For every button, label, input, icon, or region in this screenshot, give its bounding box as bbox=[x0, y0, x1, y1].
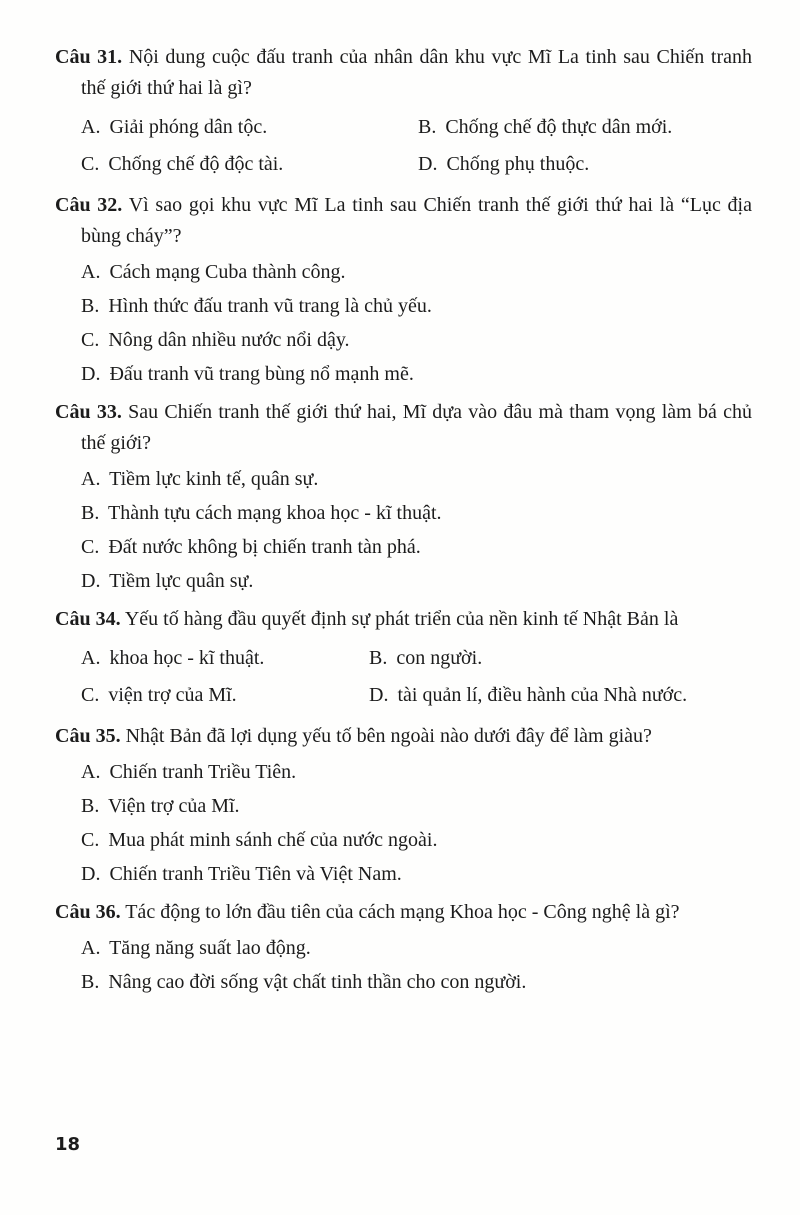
question-35 bbox=[55, 721, 752, 890]
option-label: D. bbox=[81, 570, 101, 592]
option-label: A. bbox=[81, 468, 101, 490]
question-34 bbox=[55, 604, 752, 714]
option-text: khoa học - kĩ thuật. bbox=[109, 647, 265, 669]
question-text bbox=[55, 721, 752, 752]
option-row bbox=[81, 109, 752, 146]
option-row bbox=[81, 677, 752, 714]
option-text: con người. bbox=[396, 647, 483, 669]
question-36 bbox=[55, 897, 752, 998]
question-label: Câu 32. bbox=[55, 194, 123, 216]
option-b bbox=[81, 498, 752, 529]
option-d bbox=[81, 359, 752, 390]
option-b bbox=[81, 291, 752, 322]
question-body: Tác động to lớn đầu tiên của cách mạng Khoa học - Công nghệ là gì? bbox=[125, 901, 680, 923]
option-label: D. bbox=[418, 153, 438, 175]
question-text bbox=[55, 190, 752, 252]
options-list bbox=[81, 109, 752, 183]
option-label: A. bbox=[81, 647, 101, 669]
option-label: C. bbox=[81, 536, 100, 558]
option-text: Chiến tranh Triều Tiên và Việt Nam. bbox=[109, 863, 402, 885]
option-text: tài quản lí, điều hành của Nhà nước. bbox=[397, 684, 688, 706]
option-text: Chống chế độ thực dân mới. bbox=[445, 116, 673, 138]
option-row bbox=[81, 640, 752, 677]
option-text: Viện trợ của Mĩ. bbox=[107, 795, 240, 817]
option-label: C. bbox=[81, 829, 100, 851]
option-text: Mua phát minh sánh chế của nước ngoài. bbox=[108, 829, 438, 851]
question-label: Câu 34. bbox=[55, 608, 121, 630]
option-text: Giải phóng dân tộc. bbox=[109, 116, 268, 138]
option-text: Đấu tranh vũ trang bùng nổ mạnh mẽ. bbox=[109, 363, 414, 385]
question-text bbox=[55, 604, 752, 635]
option-b bbox=[418, 112, 752, 143]
option-text: Chiến tranh Triều Tiên. bbox=[109, 761, 297, 783]
option-label: B. bbox=[81, 795, 100, 817]
option-row bbox=[81, 146, 752, 183]
option-c bbox=[81, 149, 418, 180]
option-c bbox=[81, 680, 369, 711]
option-text: Cách mạng Cuba thành công. bbox=[109, 261, 346, 283]
option-label: C. bbox=[81, 684, 100, 706]
question-label: Câu 33. bbox=[55, 401, 122, 423]
option-text: Hình thức đấu tranh vũ trang là chủ yếu. bbox=[108, 295, 432, 317]
option-label: A. bbox=[81, 261, 101, 283]
option-label: B. bbox=[81, 295, 100, 317]
option-label: B. bbox=[81, 502, 100, 524]
option-text: Chống chế độ độc tài. bbox=[108, 153, 284, 175]
question-body: Nhật Bản đã lợi dụng yếu tố bên ngoài nào dưới đây để làm giàu? bbox=[125, 725, 652, 747]
option-a bbox=[81, 112, 418, 143]
option-label: B. bbox=[369, 647, 388, 669]
option-d bbox=[369, 680, 752, 711]
option-text: Chống phụ thuộc. bbox=[446, 153, 590, 175]
option-c bbox=[81, 532, 752, 563]
option-b bbox=[81, 967, 752, 998]
option-text: Đất nước không bị chiến tranh tàn phá. bbox=[108, 536, 421, 558]
option-label: B. bbox=[418, 116, 437, 138]
option-text: Tiềm lực quân sự. bbox=[109, 570, 254, 592]
option-text: Nông dân nhiều nước nổi dậy. bbox=[108, 329, 350, 351]
option-c bbox=[81, 325, 752, 356]
question-33 bbox=[55, 397, 752, 597]
option-a bbox=[81, 757, 752, 788]
option-label: A. bbox=[81, 761, 101, 783]
options-list bbox=[81, 640, 752, 714]
question-31 bbox=[55, 42, 752, 183]
option-text: Nâng cao đời sống vật chất tinh thần cho con người. bbox=[108, 971, 527, 993]
option-label: C. bbox=[81, 329, 100, 351]
question-body: Nội dung cuộc đấu tranh của nhân dân khu vực Mĩ La tinh sau Chiến tranh thế giới thứ hai là gì? bbox=[81, 46, 753, 99]
question-body: Sau Chiến tranh thế giới thứ hai, Mĩ dựa vào đâu mà tham vọng làm bá chủ thế giới? bbox=[81, 401, 752, 454]
options-list bbox=[81, 257, 752, 390]
option-d bbox=[418, 149, 752, 180]
option-label: D. bbox=[369, 684, 389, 706]
options-list bbox=[81, 933, 752, 998]
option-a bbox=[81, 933, 752, 964]
option-text: viện trợ của Mĩ. bbox=[108, 684, 237, 706]
options-list bbox=[81, 757, 752, 890]
option-label: A. bbox=[81, 116, 101, 138]
question-label: Câu 31. bbox=[55, 46, 123, 68]
page-number: 18 bbox=[55, 1134, 81, 1155]
option-text: Thành tựu cách mạng khoa học - kĩ thuật. bbox=[107, 502, 442, 524]
option-text: Tăng năng suất lao động. bbox=[109, 937, 311, 959]
option-b bbox=[369, 643, 752, 674]
option-label: D. bbox=[81, 863, 101, 885]
option-label: B. bbox=[81, 971, 100, 993]
question-body: Yếu tố hàng đầu quyết định sự phát triển của nền kinh tế Nhật Bản là bbox=[124, 608, 679, 630]
question-text bbox=[55, 397, 752, 459]
question-body: Vì sao gọi khu vực Mĩ La tinh sau Chiến tranh thế giới thứ hai là “Lục địa bùng cháy”? bbox=[81, 194, 752, 247]
option-d bbox=[81, 859, 752, 890]
option-label: D. bbox=[81, 363, 101, 385]
option-a bbox=[81, 257, 752, 288]
option-a bbox=[81, 643, 369, 674]
option-b bbox=[81, 791, 752, 822]
option-label: C. bbox=[81, 153, 100, 175]
option-text: Tiềm lực kinh tế, quân sự. bbox=[109, 468, 319, 490]
option-a bbox=[81, 464, 752, 495]
question-32 bbox=[55, 190, 752, 390]
option-c bbox=[81, 825, 752, 856]
option-label: A. bbox=[81, 937, 101, 959]
question-label: Câu 36. bbox=[55, 901, 121, 923]
question-text bbox=[55, 897, 752, 928]
question-text bbox=[55, 42, 752, 104]
options-list bbox=[81, 464, 752, 597]
question-label: Câu 35. bbox=[55, 725, 121, 747]
option-d bbox=[81, 566, 752, 597]
